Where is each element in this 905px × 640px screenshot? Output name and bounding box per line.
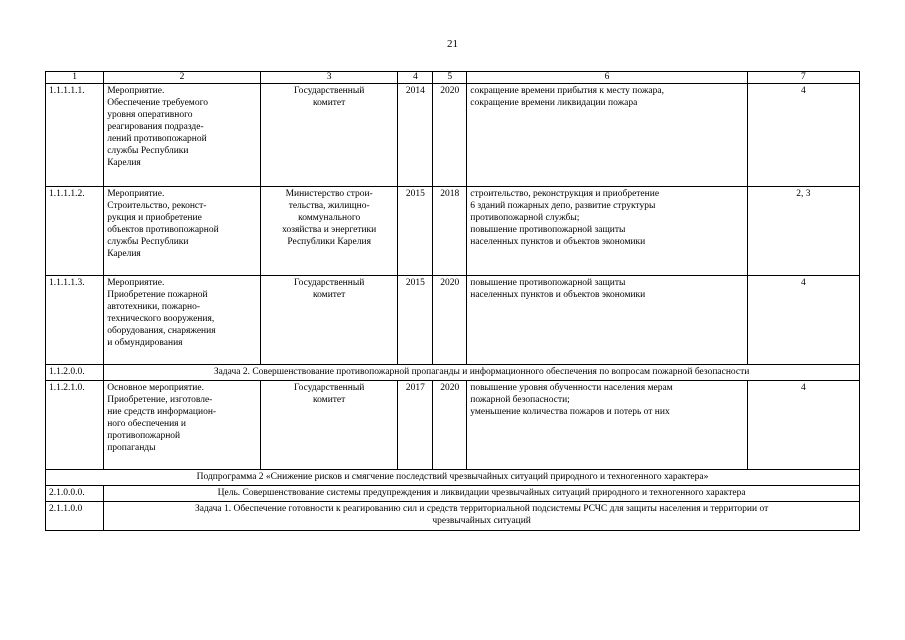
subprogram-row xyxy=(46,470,860,486)
row-code: 2.1.0.0.0. xyxy=(46,486,104,502)
row-start-year: 2014 xyxy=(398,84,433,187)
page-number: 21 xyxy=(447,38,458,50)
task-title: Задача 1. Обеспечение готовности к реагированию сил и средств территориальной подсистемы РСЧС для защиты населения и территории от чрезвычайных ситуаций xyxy=(104,502,860,531)
row-name: Основное мероприятие. Приобретение, изготовле- ние средств информацион- ного обеспечения и противопожарной пропаганды xyxy=(104,381,261,470)
row-link: 2, 3 xyxy=(747,187,859,276)
row-result: повышение противопожарной защиты населенных пунктов и объектов экономики xyxy=(467,276,748,365)
table-row xyxy=(46,381,860,470)
table-row xyxy=(46,276,860,365)
row-executor: Государственный комитет xyxy=(260,276,398,365)
row-start-year: 2015 xyxy=(398,187,433,276)
header-cell: 6 xyxy=(467,72,748,84)
goal-row xyxy=(46,486,860,502)
row-start-year: 2017 xyxy=(398,381,433,470)
row-result: повышение уровня обученности населения мерам пожарной безопасности; уменьшение количества пожаров и потерь от них xyxy=(467,381,748,470)
row-name: Мероприятие. Приобретение пожарной автотехники, пожарно- технического вооружения, оборудования, снаряжения и обмундирования xyxy=(104,276,261,365)
row-end-year: 2020 xyxy=(433,84,467,187)
header-cell: 5 xyxy=(433,72,467,84)
row-executor: Государственный комитет xyxy=(260,84,398,187)
task-title: Задача 2. Совершенствование противопожарной пропаганды и информационного обеспечения по вопросам пожарной безопасности xyxy=(104,365,860,381)
table-header-row xyxy=(46,72,860,84)
subprogram-title: Подпрограмма 2 «Снижение рисков и смягчение последствий чрезвычайных ситуаций природного и техногенного характера» xyxy=(46,470,860,486)
header-cell: 2 xyxy=(104,72,261,84)
goal-title: Цель. Совершенствование системы предупреждения и ликвидации чрезвычайных ситуаций природного и техногенного характера xyxy=(104,486,860,502)
row-end-year: 2020 xyxy=(433,276,467,365)
row-result: сокращение времени прибытия к месту пожара, сокращение времени ликвидации пожара xyxy=(467,84,748,187)
row-code: 2.1.1.0.0 xyxy=(46,502,104,531)
row-code: 1.1.2.1.0. xyxy=(46,381,104,470)
row-link: 4 xyxy=(747,276,859,365)
header-cell: 1 xyxy=(46,72,104,84)
row-end-year: 2020 xyxy=(433,381,467,470)
row-code: 1.1.1.1.2. xyxy=(46,187,104,276)
program-table xyxy=(45,71,860,531)
task-row xyxy=(46,502,860,531)
row-link: 4 xyxy=(747,381,859,470)
header-cell: 7 xyxy=(747,72,859,84)
row-result: строительство, реконструкция и приобретение 6 зданий пожарных депо, развитие структуры противопожарной службы; повышение противопожарной защиты населенных пунктов и объектов экономики xyxy=(467,187,748,276)
table-row xyxy=(46,187,860,276)
row-code: 1.1.1.1.1. xyxy=(46,84,104,187)
row-name: Мероприятие. Обеспечение требуемого уровня оперативного реагирования подразде- лений противопожарной службы Республики Карелия xyxy=(104,84,261,187)
row-name: Мероприятие. Строительство, реконст- рукция и приобретение объектов противопожарной службы Республики Карелия xyxy=(104,187,261,276)
row-start-year: 2015 xyxy=(398,276,433,365)
row-code: 1.1.2.0.0. xyxy=(46,365,104,381)
row-executor: Министерство строи- тельства, жилищно- коммунального хозяйства и энергетики Республики Карелия xyxy=(260,187,398,276)
table-row xyxy=(46,84,860,187)
row-executor: Государственный комитет xyxy=(260,381,398,470)
row-end-year: 2018 xyxy=(433,187,467,276)
row-code: 1.1.1.1.3. xyxy=(46,276,104,365)
header-cell: 4 xyxy=(398,72,433,84)
task-row xyxy=(46,365,860,381)
row-link: 4 xyxy=(747,84,859,187)
header-cell: 3 xyxy=(260,72,398,84)
